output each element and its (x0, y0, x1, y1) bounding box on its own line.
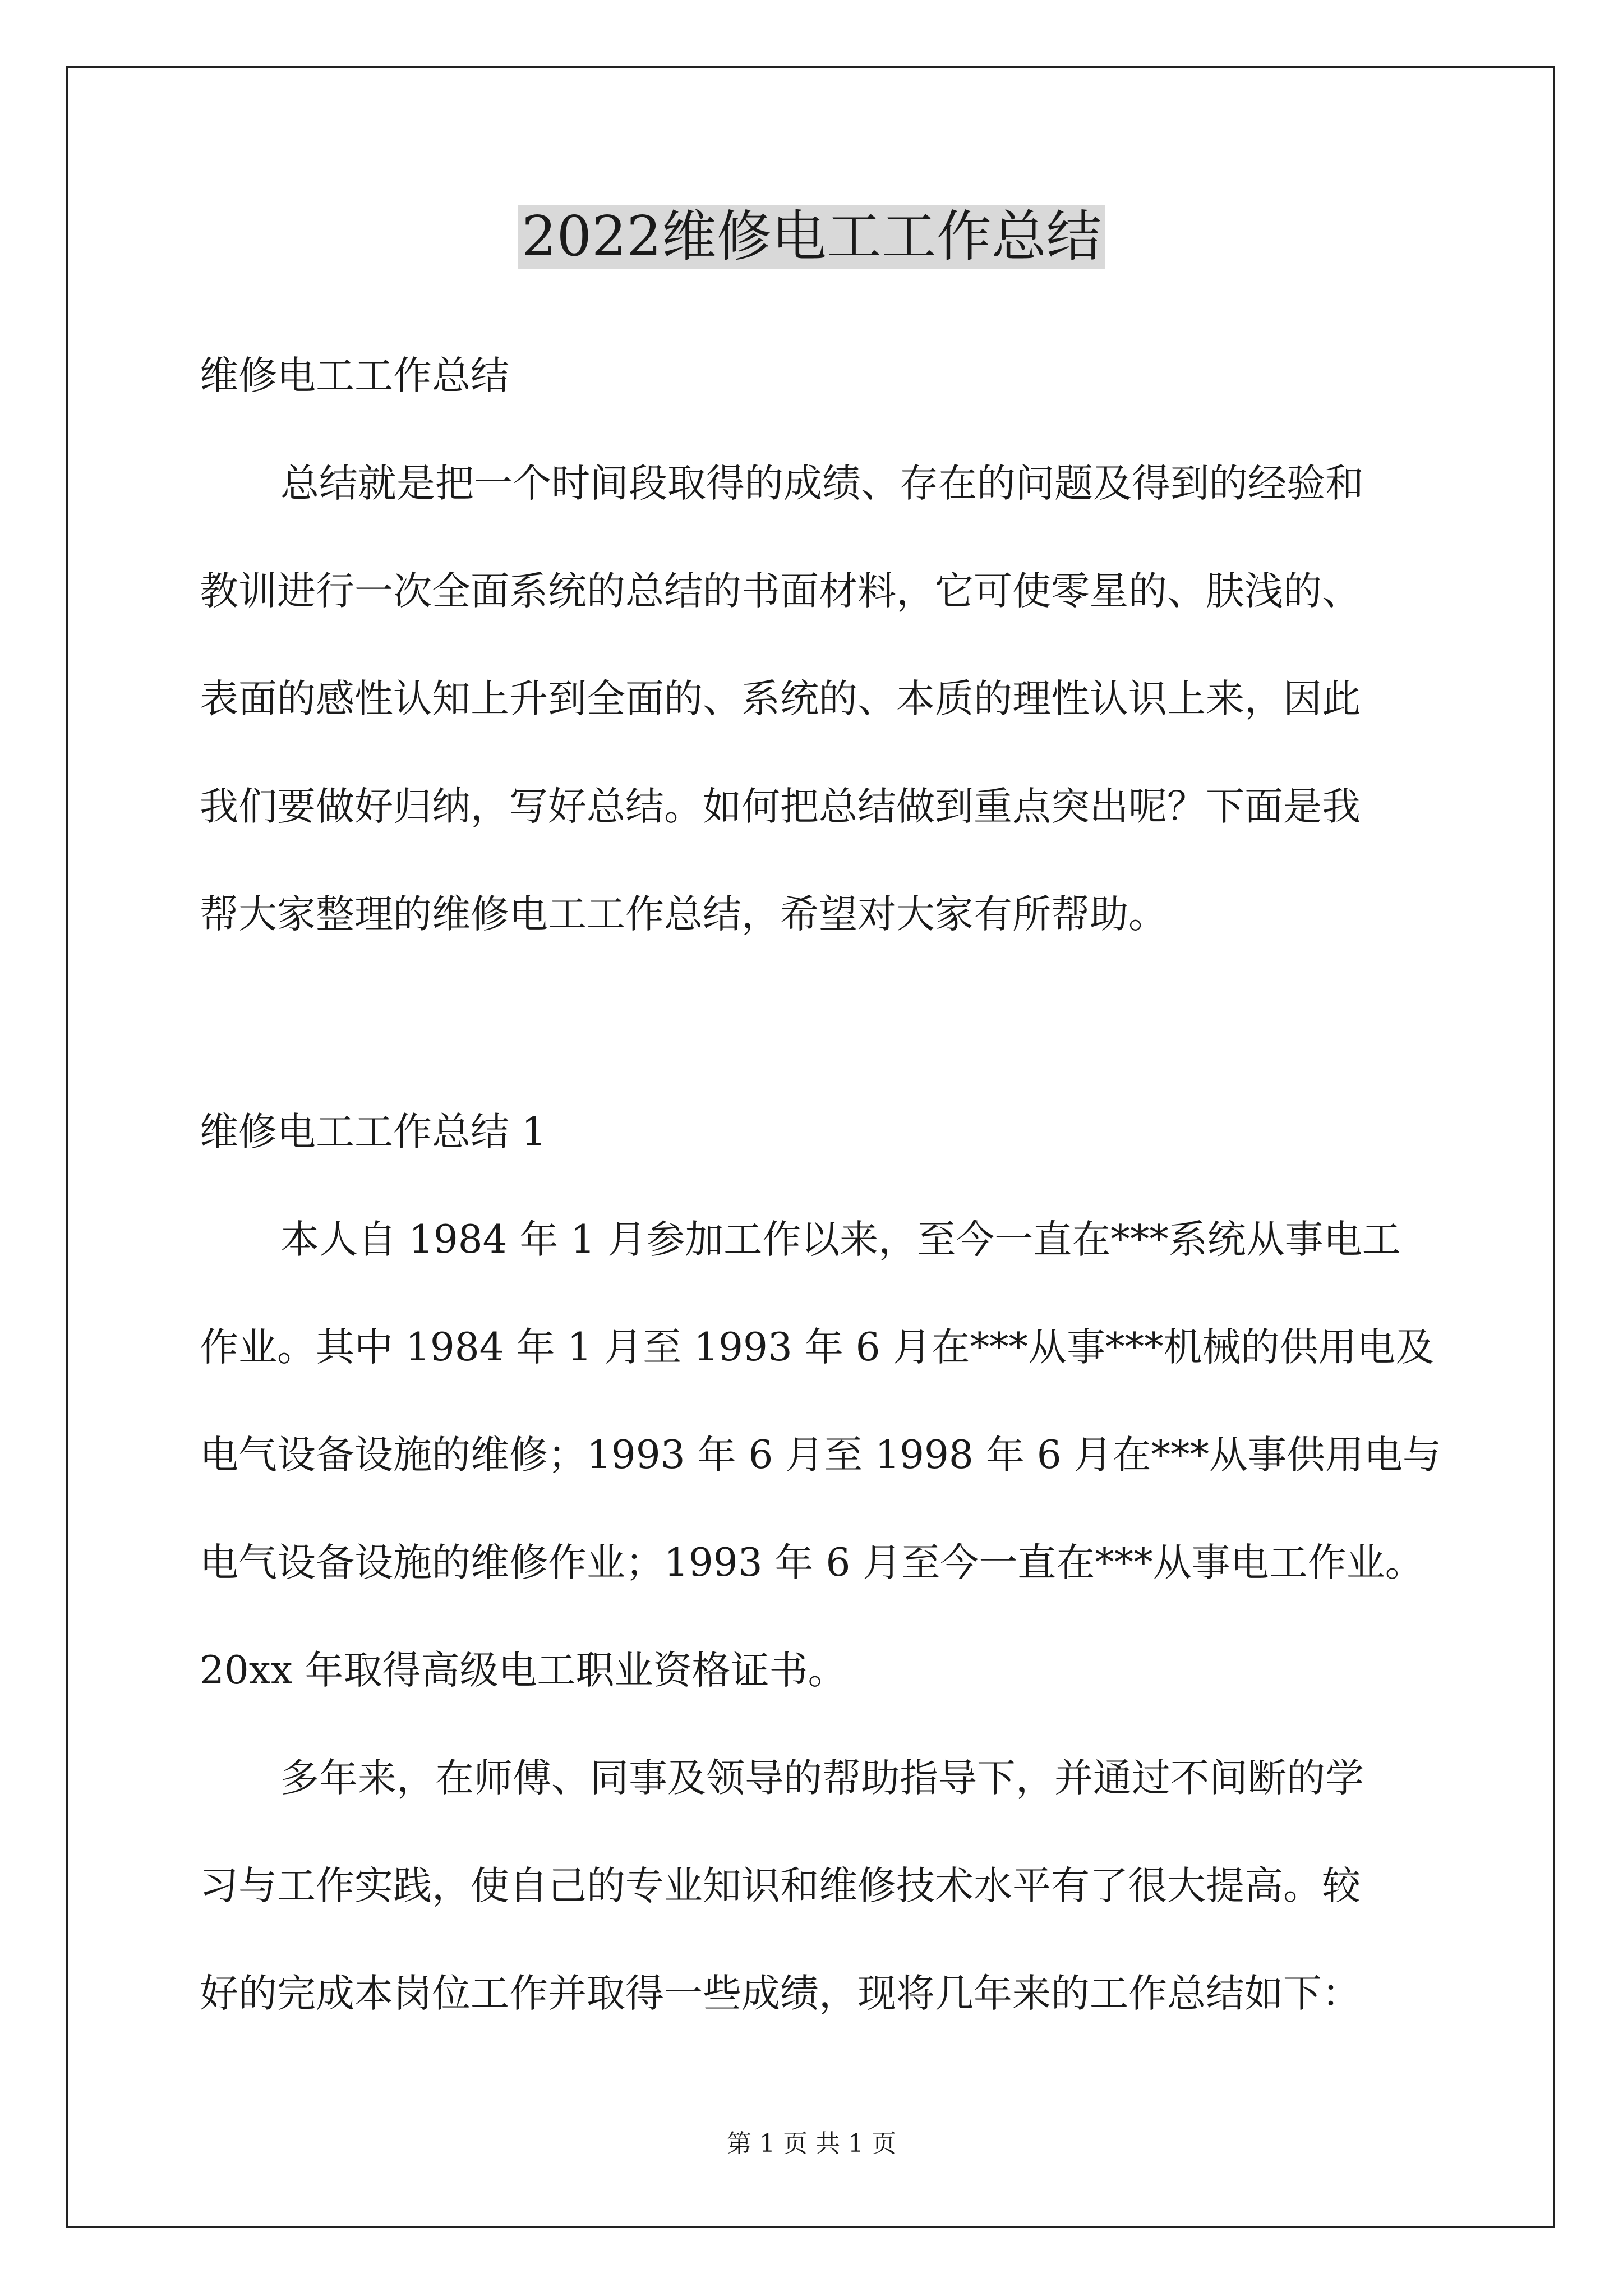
paragraph-line: 多年来，在师傅、同事及领导的帮助指导下，并通过不间断的学 (280, 1756, 1364, 1801)
intro-line: 教训进行一次全面系统的总结的书面材料，它可使零星的、肤浅的、 (200, 569, 1361, 614)
paragraph-line: 好的完成本岗位工作并取得一些成绩，现将几年来的工作总结如下： (200, 1971, 1361, 2016)
paragraph-line: 作业。其中 1984 年 1 月至 1993 年 6 月在***从事***机械的供用电及 (200, 1325, 1435, 1370)
intro-line: 帮大家整理的维修电工工作总结，希望对大家有所帮助。 (200, 892, 1167, 937)
subtitle: 维修电工工作总结 (200, 353, 509, 398)
paragraph-line: 电气设备设施的维修作业；1993 年 6 月至今一直在***从事电工作业。 (200, 1540, 1424, 1585)
intro-line: 表面的感性认知上升到全面的、系统的、本质的理性认识上来，因此 (200, 677, 1361, 721)
paragraph-line: 20xx 年取得高级电工职业资格证书。 (200, 1648, 847, 1693)
paragraph-line: 本人自 1984 年 1 月参加工作以来，至今一直在***系统从事电工 (280, 1217, 1401, 1262)
page-footer: 第 1 页 共 1 页 (727, 2129, 896, 2158)
document-title (0, 197, 1623, 276)
paragraph-line: 电气设备设施的维修；1993 年 6 月至 1998 年 6 月在***从事供用电与 (200, 1433, 1442, 1478)
paragraph-line: 习与工作实践，使自己的专业知识和维修技术水平有了很大提高。较 (200, 1864, 1361, 1908)
title-text: 2022维修电工工作总结 (518, 205, 1104, 269)
intro-line: 总结就是把一个时间段取得的成绩、存在的问题及得到的经验和 (280, 461, 1364, 506)
section-heading: 维修电工工作总结 1 (200, 1110, 546, 1154)
intro-line: 我们要做好归纳，写好总结。如何把总结做到重点突出呢？下面是我 (200, 784, 1361, 829)
